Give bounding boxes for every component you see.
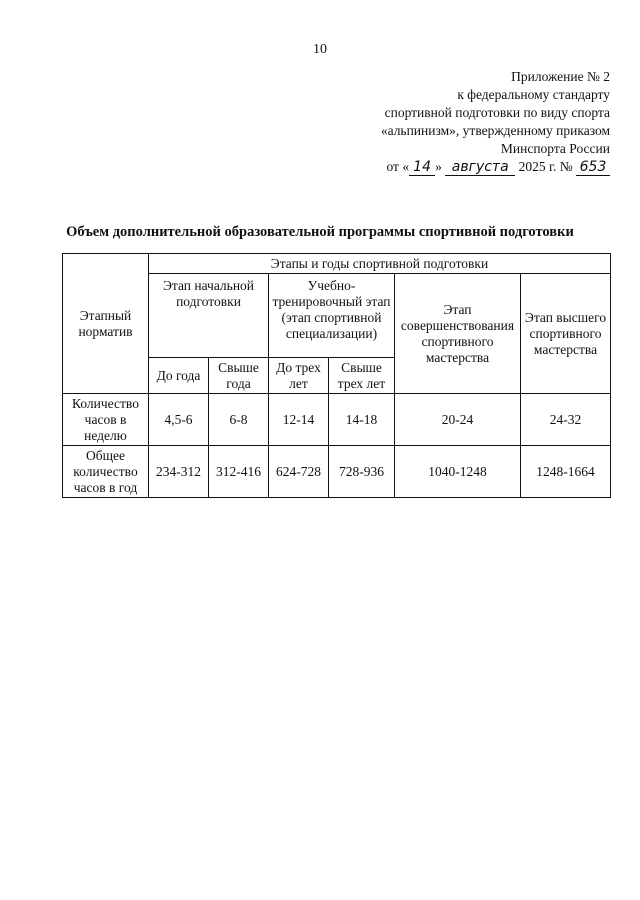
page-number: 10	[313, 42, 327, 57]
table-cell: 20-24	[395, 394, 521, 446]
appendix-date-line	[310, 158, 610, 176]
date-prefix: от «	[386, 159, 410, 174]
subheader-initial-1: До года	[149, 358, 209, 394]
table-cell: 12-14	[269, 394, 329, 446]
table-cell: 4,5-6	[149, 394, 209, 446]
appendix-line-2: к федеральному стандарту	[457, 87, 610, 102]
appendix-block	[310, 68, 610, 176]
appendix-line-1: Приложение № 2	[511, 69, 610, 84]
table-cell: 728-936	[329, 446, 395, 498]
date-mid: »	[435, 159, 442, 174]
date-year: 2025 г. №	[518, 159, 573, 174]
table-cell: 234-312	[149, 446, 209, 498]
table-cell: 1248-1664	[521, 446, 611, 498]
document-title: Объем дополнительной образовательной программы спортивной подготовки	[66, 224, 574, 240]
table-cell: 1040-1248	[395, 446, 521, 498]
norms-table	[62, 253, 611, 498]
stage-improvement-header: Этап совершенствования спортивного мастерства	[395, 274, 521, 394]
table-header-row-1	[63, 254, 611, 274]
subheader-training-2: Свыше трех лет	[329, 358, 395, 394]
row-label: Количество часов в неделю	[63, 394, 149, 446]
appendix-line-4: «альпинизм», утвержденному приказом	[380, 123, 610, 138]
date-day-handwritten: 14	[409, 160, 435, 176]
row-header-cell: Этапный норматив	[63, 254, 149, 394]
table-cell: 14-18	[329, 394, 395, 446]
appendix-line-5: Минспорта России	[500, 141, 610, 156]
stage-higher-header: Этап высшего спортивного мастерства	[521, 274, 611, 394]
table-cell: 24-32	[521, 394, 611, 446]
table-row	[63, 394, 611, 446]
table-cell: 624-728	[269, 446, 329, 498]
subheader-training-1: До трех лет	[269, 358, 329, 394]
table-row	[63, 446, 611, 498]
stage-training-header: Учебно-тренировочный этап (этап спортивной специализации)	[269, 274, 395, 358]
table-cell: 6-8	[209, 394, 269, 446]
date-month-handwritten: августа	[445, 160, 515, 176]
subheader-initial-2: Свыше года	[209, 358, 269, 394]
table-cell: 312-416	[209, 446, 269, 498]
appendix-line-3: спортивной подготовки по виду спорта	[384, 105, 610, 120]
row-label: Общее количество часов в год	[63, 446, 149, 498]
stage-initial-header: Этап начальной подготовки	[149, 274, 269, 358]
order-number-handwritten: 653	[576, 160, 610, 176]
group-header-cell: Этапы и годы спортивной подготовки	[149, 254, 611, 274]
